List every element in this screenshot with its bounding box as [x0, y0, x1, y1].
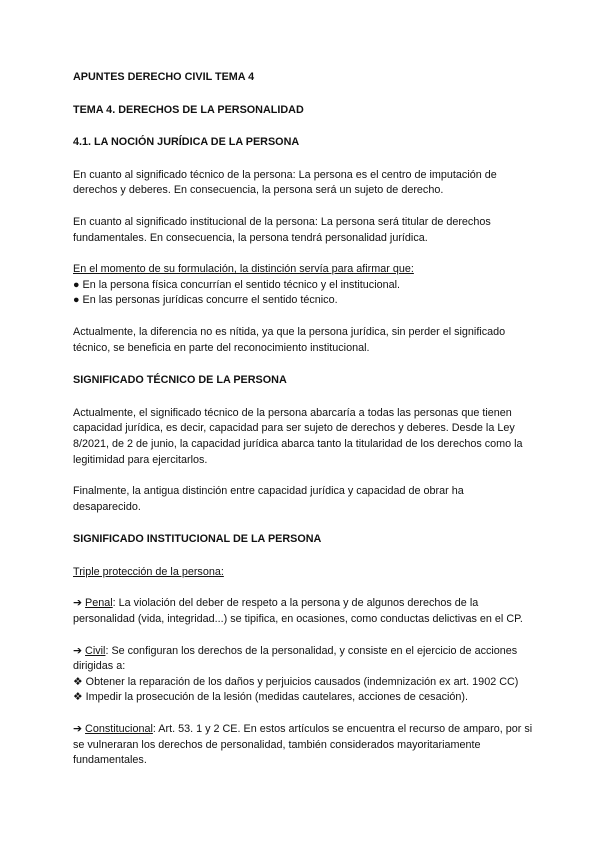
- triple-proteccion-label: Triple protección de la persona:: [73, 565, 224, 578]
- civil-item-impedir: ❖ Impedir la prosecución de la lesión (medidas cautelares, acciones de cesación).: [73, 691, 468, 704]
- paragraph-capacidad-juridica: Actualmente, el significado técnico de la persona abarcaría a todas las personas que tienen capacidad jurídica, es decir, capacidad para ser sujeto de derechos y deberes. Desde la Ley 8/2021, de 2 de junio, la capacidad jurídica abarca tanto la titularidad de los derechos como la legitimidad para ejercitarlos.: [73, 406, 523, 466]
- bullet-persona-fisica: ● En la persona física concurrían el sentido técnico y el institucional.: [73, 278, 401, 291]
- section-heading-institucional: SIGNIFICADO INSTITUCIONAL DE LA PERSONA: [73, 533, 322, 546]
- paragraph-significado-institucional: En cuanto al significado institucional de la persona: La persona será titular de derechos fundamentales. En consecuencia, la persona tendrá personalidad jurídica.: [73, 215, 491, 244]
- civil-text: : Se configuran los derechos de la personalidad, y consiste en el ejercicio de acciones dirigidas a:: [73, 644, 518, 673]
- paragraph-distincion-desaparecido: Finalmente, la antigua distinción entre capacidad jurídica y capacidad de obrar ha desaparecido.: [73, 485, 464, 513]
- penal-label: Penal: [85, 597, 113, 610]
- arrow-right-icon: ➔: [73, 597, 86, 610]
- arrow-right-icon: ➔: [73, 644, 86, 657]
- constitucional-label: Constitucional: [85, 723, 153, 736]
- arrow-right-icon: ➔: [73, 723, 86, 736]
- civil-label: Civil: [85, 644, 106, 657]
- civil-item-reparacion: ❖ Obtener la reparación de los daños y perjuicios causados (indemnización ex art. 1902 CC): [73, 675, 519, 688]
- section-heading-tecnico: SIGNIFICADO TÉCNICO DE LA PERSONA: [73, 374, 287, 387]
- proteccion-penal: [73, 596, 533, 627]
- document-title: APUNTES DERECHO CIVIL TEMA 4: [73, 71, 255, 83]
- bullet-personas-juridicas: ● En las personas jurídicas concurre el sentido técnico.: [73, 294, 338, 307]
- paragraph-formulacion-intro: En el momento de su formulación, la distinción servía para afirmar que:: [73, 263, 414, 276]
- topic-heading: TEMA 4. DERECHOS DE LA PERSONALIDAD: [73, 103, 304, 116]
- section-heading-nocion: 4.1. LA NOCIÓN JURÍDICA DE LA PERSONA: [73, 136, 300, 149]
- proteccion-civil: [73, 644, 533, 675]
- constitucional-text: : Art. 53. 1 y 2 CE. En estos artículos se encuentra el recurso de amparo, por si se vulneraran los derechos de personalidad, también considerados mayoritariamente fundamentales.: [73, 723, 533, 767]
- document-content: [73, 70, 533, 769]
- penal-text: : La violación del deber de respeto a la persona y de algunos derechos de la personalidad (vida, integridad...) se tipifica, en ocasiones, como conductas delictivas en el CP.: [73, 597, 523, 626]
- paragraph-actualmente-diferencia: Actualmente, la diferencia no es nítida, ya que la persona jurídica, sin perder el significado técnico, se beneficia en parte del reconocimiento institucional.: [73, 325, 506, 354]
- proteccion-constitucional: [73, 722, 533, 769]
- paragraph-significado-tecnico: En cuanto al significado técnico de la persona: La persona es el centro de imputación de derechos y deberes. En consecuencia, la persona será un sujeto de derecho.: [73, 168, 497, 197]
